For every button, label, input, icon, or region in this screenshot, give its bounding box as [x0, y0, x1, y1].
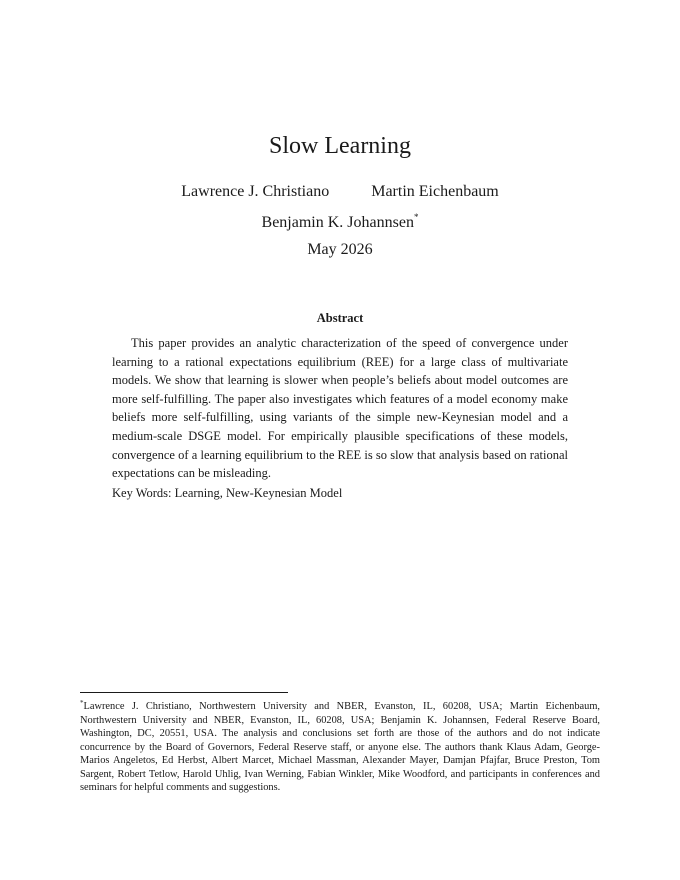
- footnote-mark: *: [80, 699, 84, 707]
- paper-date: May 2026: [307, 241, 373, 258]
- paper-title: Slow Learning: [269, 133, 411, 159]
- footnote-text: Lawrence J. Christiano, Northwestern University and NBER, Evanston, IL, 60208, USA; Martin Eichenbaum, Northwestern University and NBER, Evanston, IL, 60208, USA; Benjamin K. Johannsen, Federal Reserve Board, Washington, DC, 20551, USA. The analysis and conclusions set forth are those of the authors and do not indicate concurrence by the Board of Governors, Federal Reserve staff, or anyone else. The authors thank Klaus Adam, George-Marios Angeletos, Ed Herbst, Albert Marcet, Michael Massman, Alexander Mayer, Damjan Pfajfar, Bruce Preston, Tom Sargent, Robert Tetlow, Harold Uhlig, Ivan Werning, Fabian Winkler, Mike Woodford, and participants in conferences and seminars for helpful comments and suggestions.: [80, 701, 600, 793]
- footnote: [80, 697, 600, 795]
- author-name-johannsen: Benjamin K. Johannsen: [261, 214, 414, 231]
- author-name-eichenbaum: Martin Eichenbaum: [371, 183, 499, 200]
- author-name-christiano: Lawrence J. Christiano: [181, 183, 330, 200]
- keywords-line: Key Words: Learning, New-Keynesian Model: [112, 486, 343, 500]
- footnote-divider: [80, 692, 288, 693]
- author-line-2: [0, 207, 680, 233]
- footnote-marker[interactable]: *: [413, 212, 419, 222]
- abstract-body: This paper provides an analytic characterization of the speed of convergence under learning to a rational expectations equilibrium (REE) for a large class of multivariate models. We show that learning is slower when people’s beliefs about model outcomes are more self-fulfilling. The paper also investigates which features of a model economy make beliefs more self-fulfilling, using variants of the simple new-Keynesian model and a medium-scale DSGE model. For empirically plausible specifications of these models, convergence of a learning equilibrium to the REE is so slow that analysis based on rational expectations can be misleading.: [112, 336, 568, 481]
- author-line-1: [0, 182, 680, 202]
- abstract-heading: Abstract: [316, 311, 364, 325]
